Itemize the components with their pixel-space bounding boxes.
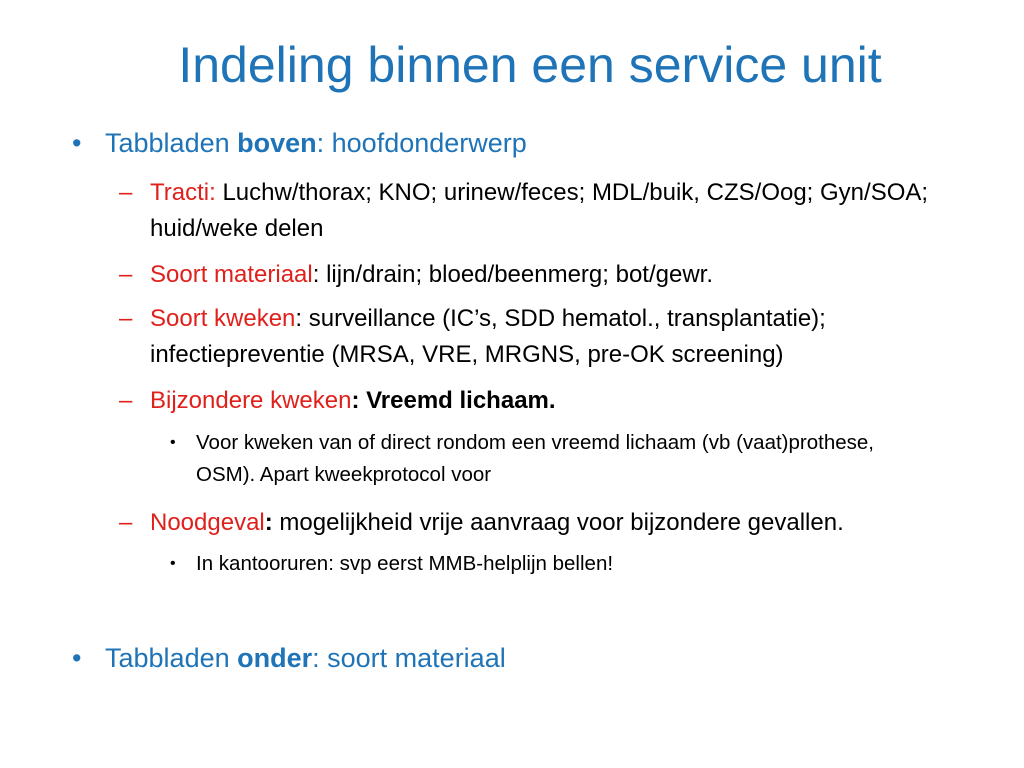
bullet-icon: • <box>72 128 82 158</box>
sub-item-bold-text: : Vreemd lichaam. <box>351 387 556 414</box>
bullet-icon: • <box>170 434 176 451</box>
sub-sub-item-text: In kantooruren: svp eerst MMB-helplijn bellen! <box>196 552 614 575</box>
sub-item-label: Tracti: <box>150 179 216 206</box>
sub-sub-item-text: Voor kweken van of direct rondom een vreemd lichaam (vb (vaat)prothese, OSM). Apart kweekprotocol voor <box>196 431 874 486</box>
bullet-text-post: : hoofdonderwerp <box>316 128 527 158</box>
sub-item-text: mogelijkheid vrije aanvraag voor bijzondere gevallen. <box>272 509 844 536</box>
sub-item-label: Bijzondere kweken <box>150 387 352 414</box>
sub-item-text: Luchw/thorax; KNO; urinew/feces; MDL/buik, CZS/Oog; Gyn/SOA; huid/weke delen <box>150 179 929 242</box>
slide-title: Indeling binnen een service unit <box>178 37 882 93</box>
bullet-text-pre: Tabbladen <box>105 643 238 673</box>
sub-item-label: Soort kweken <box>150 305 296 332</box>
dash-icon: – <box>119 387 133 414</box>
dash-icon: – <box>119 509 133 536</box>
sub-item-text: : surveillance (IC’s, SDD hematol., transplantatie); infectiepreventie (MRSA, VRE, MRGNS, pre-OK screening) <box>150 305 826 368</box>
sub-item-bold-text: : <box>264 509 273 536</box>
bullet-text-bold: onder <box>237 643 313 673</box>
bullet-text-bold: boven <box>237 128 317 158</box>
bullet-text-post: : soort materiaal <box>312 643 506 673</box>
bullet-text-pre: Tabbladen <box>105 128 238 158</box>
sub-item-label: Soort materiaal <box>150 261 313 288</box>
dash-icon: – <box>119 261 133 288</box>
dash-icon: – <box>119 179 133 206</box>
sub-item-text: : lijn/drain; bloed/beenmerg; bot/gewr. <box>312 261 713 288</box>
bullet-icon: • <box>170 555 176 572</box>
bullet-icon: • <box>72 643 82 673</box>
dash-icon: – <box>119 305 133 332</box>
sub-item-label: Noodgeval <box>150 509 265 536</box>
